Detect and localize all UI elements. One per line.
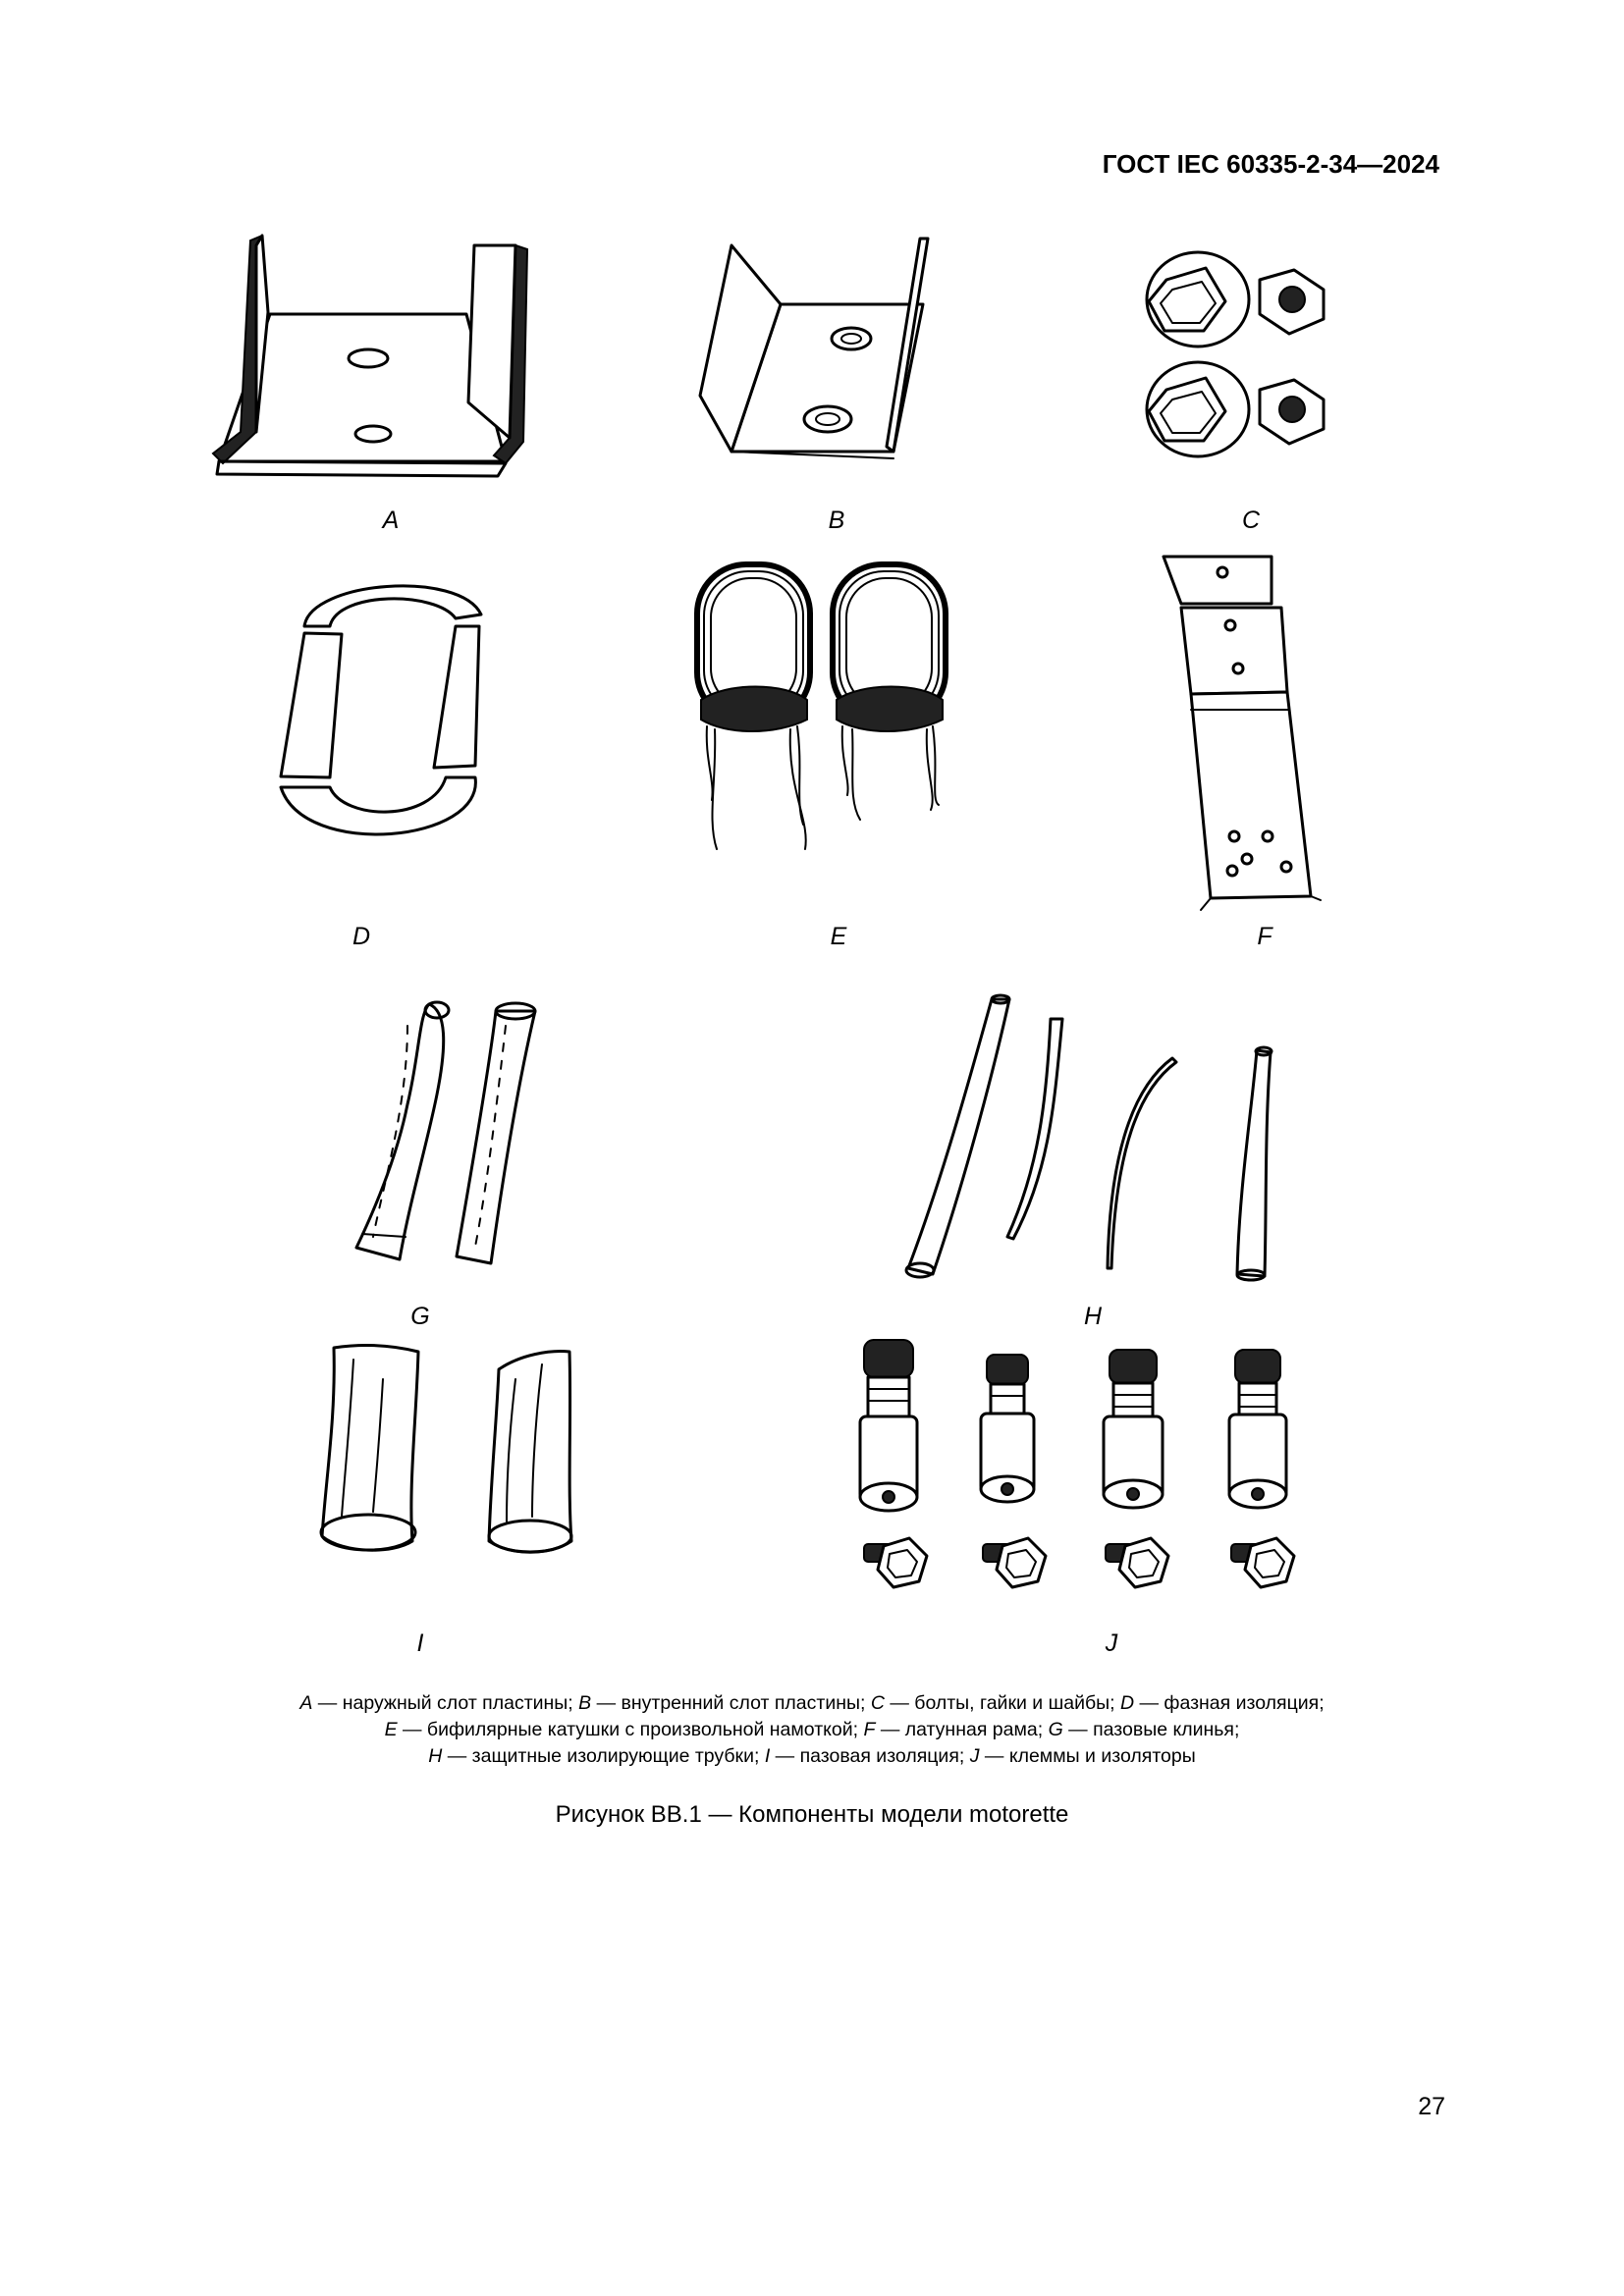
label-f: F [1257,923,1272,950]
label-h: H [1083,1303,1103,1330]
figure-h-insulating-tubes [893,991,1306,1286]
label-c: C [1241,507,1261,534]
figure-j-terminals-insulators [844,1330,1335,1615]
label-d: D [352,923,371,950]
label-e: E [830,923,847,950]
label-a: A [382,507,400,534]
figure-d-phase-insulation [273,569,499,854]
label-j: J [1105,1629,1118,1657]
figure-legend [137,1690,1487,1770]
label-i: I [416,1629,424,1657]
legend-line-3: H — защитные изолирующие трубки; I — пазовая изоляция; J — клеммы и изоляторы [428,1745,1196,1767]
figure-g-slot-wedges [349,996,565,1271]
figure-c-bolts-nuts-washers [1137,240,1363,476]
figure-e-bifilar-coils [687,555,972,859]
figure-i-slot-insulation [314,1340,599,1566]
legend-line-1: A — наружный слот пластины; B — внутренний слот пластины; C — болты, гайки и шайбы; D — фазная изоляция; [299,1692,1325,1714]
figure-a-outer-slot-plate [211,236,555,481]
figure-f-brass-frame [1154,555,1350,908]
document-header: ГОСТ IEC 60335-2-34—2024 [1102,149,1439,179]
label-g: G [410,1303,430,1330]
page-number: 27 [1418,2093,1445,2120]
figure-caption: Рисунок ВВ.1 — Компоненты модели motorette [555,1801,1069,1828]
figure-b-inner-slot-plate [692,231,938,466]
legend-line-2: E — бифилярные катушки с произвольной намоткой; F — латунная рама; G — пазовые клинья; [384,1719,1240,1740]
label-b: B [828,507,845,534]
